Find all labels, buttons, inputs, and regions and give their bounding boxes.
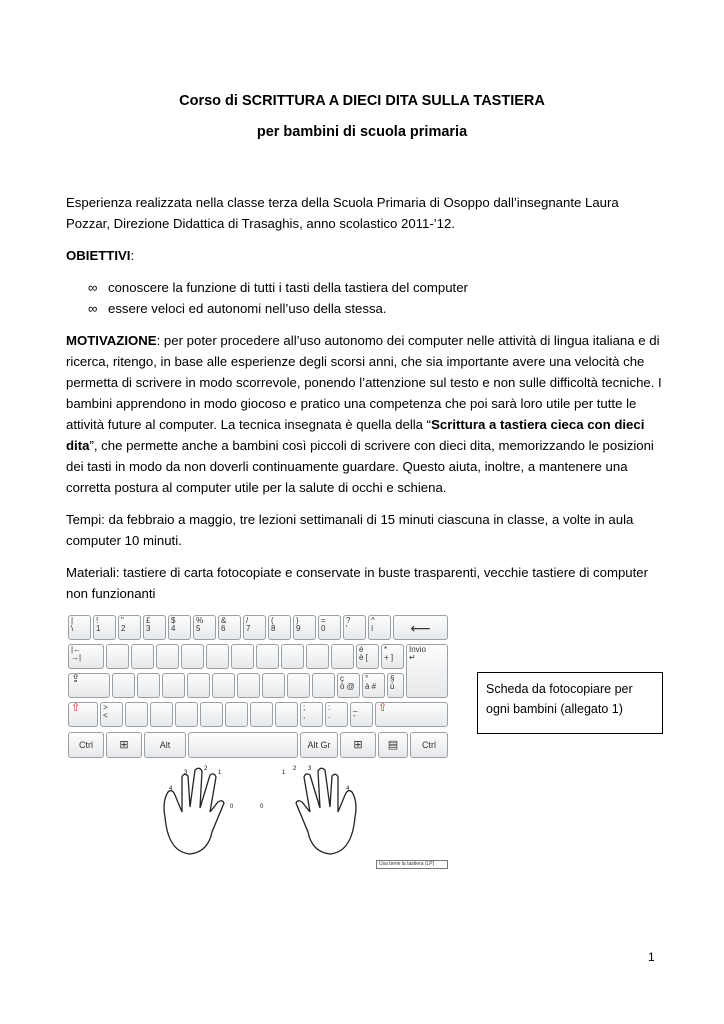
objectives-heading: OBIETTIVI: bbox=[66, 248, 135, 263]
ctrl-key-right: Ctrl bbox=[410, 732, 448, 758]
key bbox=[287, 673, 310, 698]
space-key bbox=[188, 732, 298, 758]
key: & 6 bbox=[218, 615, 241, 640]
key: ( 8 bbox=[268, 615, 291, 640]
key bbox=[281, 644, 304, 669]
key bbox=[225, 702, 248, 727]
page-number: 1 bbox=[648, 950, 655, 964]
objective-item: ∞ essere veloci ed autonomi nell’uso della stessa. bbox=[88, 298, 387, 319]
key: | \ bbox=[68, 615, 91, 640]
key bbox=[212, 673, 235, 698]
windows-key-left: ⊞ bbox=[106, 732, 142, 758]
shift-key-right: ⇧ bbox=[375, 702, 448, 727]
key bbox=[312, 673, 335, 698]
key bbox=[125, 702, 148, 727]
key: ; , bbox=[300, 702, 323, 727]
finger-number: 2 bbox=[204, 766, 208, 772]
key bbox=[156, 644, 179, 669]
hands-illustration bbox=[160, 762, 360, 862]
key bbox=[175, 702, 198, 727]
objective-item: ∞ conoscere la funzione di tutti i tasti della tastiera del computer bbox=[88, 277, 468, 298]
bullet-icon: ∞ bbox=[88, 280, 98, 295]
key bbox=[231, 644, 254, 669]
key bbox=[131, 644, 154, 669]
bullet-icon: ∞ bbox=[88, 301, 98, 316]
key bbox=[112, 673, 135, 698]
key bbox=[262, 673, 285, 698]
key bbox=[237, 673, 260, 698]
finger-number: 0 bbox=[260, 804, 264, 810]
key: " 2 bbox=[118, 615, 141, 640]
key: % 5 bbox=[193, 615, 216, 640]
key: ç ò @ bbox=[337, 673, 360, 698]
key: ) 9 bbox=[293, 615, 316, 640]
key bbox=[150, 702, 173, 727]
ctrl-key-left: Ctrl bbox=[68, 732, 104, 758]
finger-number: 1 bbox=[282, 770, 286, 776]
key bbox=[250, 702, 273, 727]
key: / 7 bbox=[243, 615, 266, 640]
finger-number: 1 bbox=[218, 770, 222, 776]
key: ^ ì bbox=[368, 615, 391, 640]
finger-number: 3 bbox=[308, 766, 312, 772]
key bbox=[331, 644, 354, 669]
tab-key: |← →| bbox=[68, 644, 104, 669]
key: ° à # bbox=[362, 673, 385, 698]
key bbox=[106, 644, 129, 669]
key bbox=[187, 673, 210, 698]
finger-number: 3 bbox=[184, 770, 188, 776]
shift-key-left: ⇧ bbox=[68, 702, 98, 727]
capslock-key: ⇪ bbox=[68, 673, 110, 698]
windows-key-right: ⊞ bbox=[340, 732, 376, 758]
motivation-paragraph: MOTIVAZIONE: per poter procedere all’uso autonomo dei computer nelle attività di lingua italiana e di ricerca, ritengo, in base alle esperienze degli scorsi anni, che sia importante avere una velocità che permetta di scrivere in modo scorrevole, ponendo l’attenzione sul testo e non sulle difficoltà tecniche. I bambini apprendono in modo giocoso e pratico una competenza che poi sarà loro utile per tutte le attività future al computer. La tecnica insegnata è quella della “Scrittura a tastiera cieca con dieci dita”, che permette anche a bambini così piccoli di scrivere con dieci dita, memorizzando le posizioni dei tasti in modo da non doverli continuamente guardare. Questo aiuta, inoltre, a mantenere una corretta postura al computer utile per la salute di occhi e schiena. bbox=[66, 333, 662, 495]
finger-number: 4 bbox=[169, 786, 173, 792]
callout-box: Scheda da fotocopiare per ogni bambini (allegato 1) bbox=[477, 672, 663, 734]
key: _ - bbox=[350, 702, 373, 727]
key: : . bbox=[325, 702, 348, 727]
key bbox=[181, 644, 204, 669]
key: £ 3 bbox=[143, 615, 166, 640]
key bbox=[256, 644, 279, 669]
backspace-key: ⟵ bbox=[393, 615, 448, 640]
finger-number: 4 bbox=[346, 786, 350, 792]
key: $ 4 bbox=[168, 615, 191, 640]
finger-number: 2 bbox=[293, 766, 297, 772]
altgr-key: Alt Gr bbox=[300, 732, 338, 758]
keyboard-illustration bbox=[68, 615, 450, 763]
key bbox=[206, 644, 229, 669]
key bbox=[162, 673, 185, 698]
key bbox=[306, 644, 329, 669]
tempi-paragraph: Tempi: da febbraio a maggio, tre lezioni settimanali di 15 minuti ciascuna in classe, a volte in aula computer 10 minuti. bbox=[66, 512, 634, 548]
key: ! 1 bbox=[93, 615, 116, 640]
key: > < bbox=[100, 702, 123, 727]
intro-paragraph: Esperienza realizzata nella classe terza della Scuola Primaria di Osoppo dall’insegnante Laura Pozzar, Direzione Didattica di Trasaghis, anno scolastico 2011-’12. bbox=[66, 195, 619, 231]
hands-caption: Usa bene la tastiera (LP) bbox=[376, 860, 448, 869]
key bbox=[275, 702, 298, 727]
key: é è [ bbox=[356, 644, 379, 669]
finger-number: 0 bbox=[230, 804, 234, 810]
key: = 0 bbox=[318, 615, 341, 640]
document-subtitle: per bambini di scuola primaria bbox=[256, 124, 468, 140]
enter-key: Invio ↵ bbox=[406, 644, 448, 698]
key: § ù bbox=[387, 673, 404, 698]
key: ? ' bbox=[343, 615, 366, 640]
menu-key: ▤ bbox=[378, 732, 408, 758]
document-title: Corso di SCRITTURA A DIECI DITA SULLA TASTIERA bbox=[179, 93, 545, 109]
key bbox=[137, 673, 160, 698]
materiali-paragraph: Materiali: tastiere di carta fotocopiate e conservate in buste trasparenti, vecchie tastiere di computer non funzionanti bbox=[66, 565, 649, 601]
alt-key: Alt bbox=[144, 732, 186, 758]
key bbox=[200, 702, 223, 727]
key: * + ] bbox=[381, 644, 404, 669]
